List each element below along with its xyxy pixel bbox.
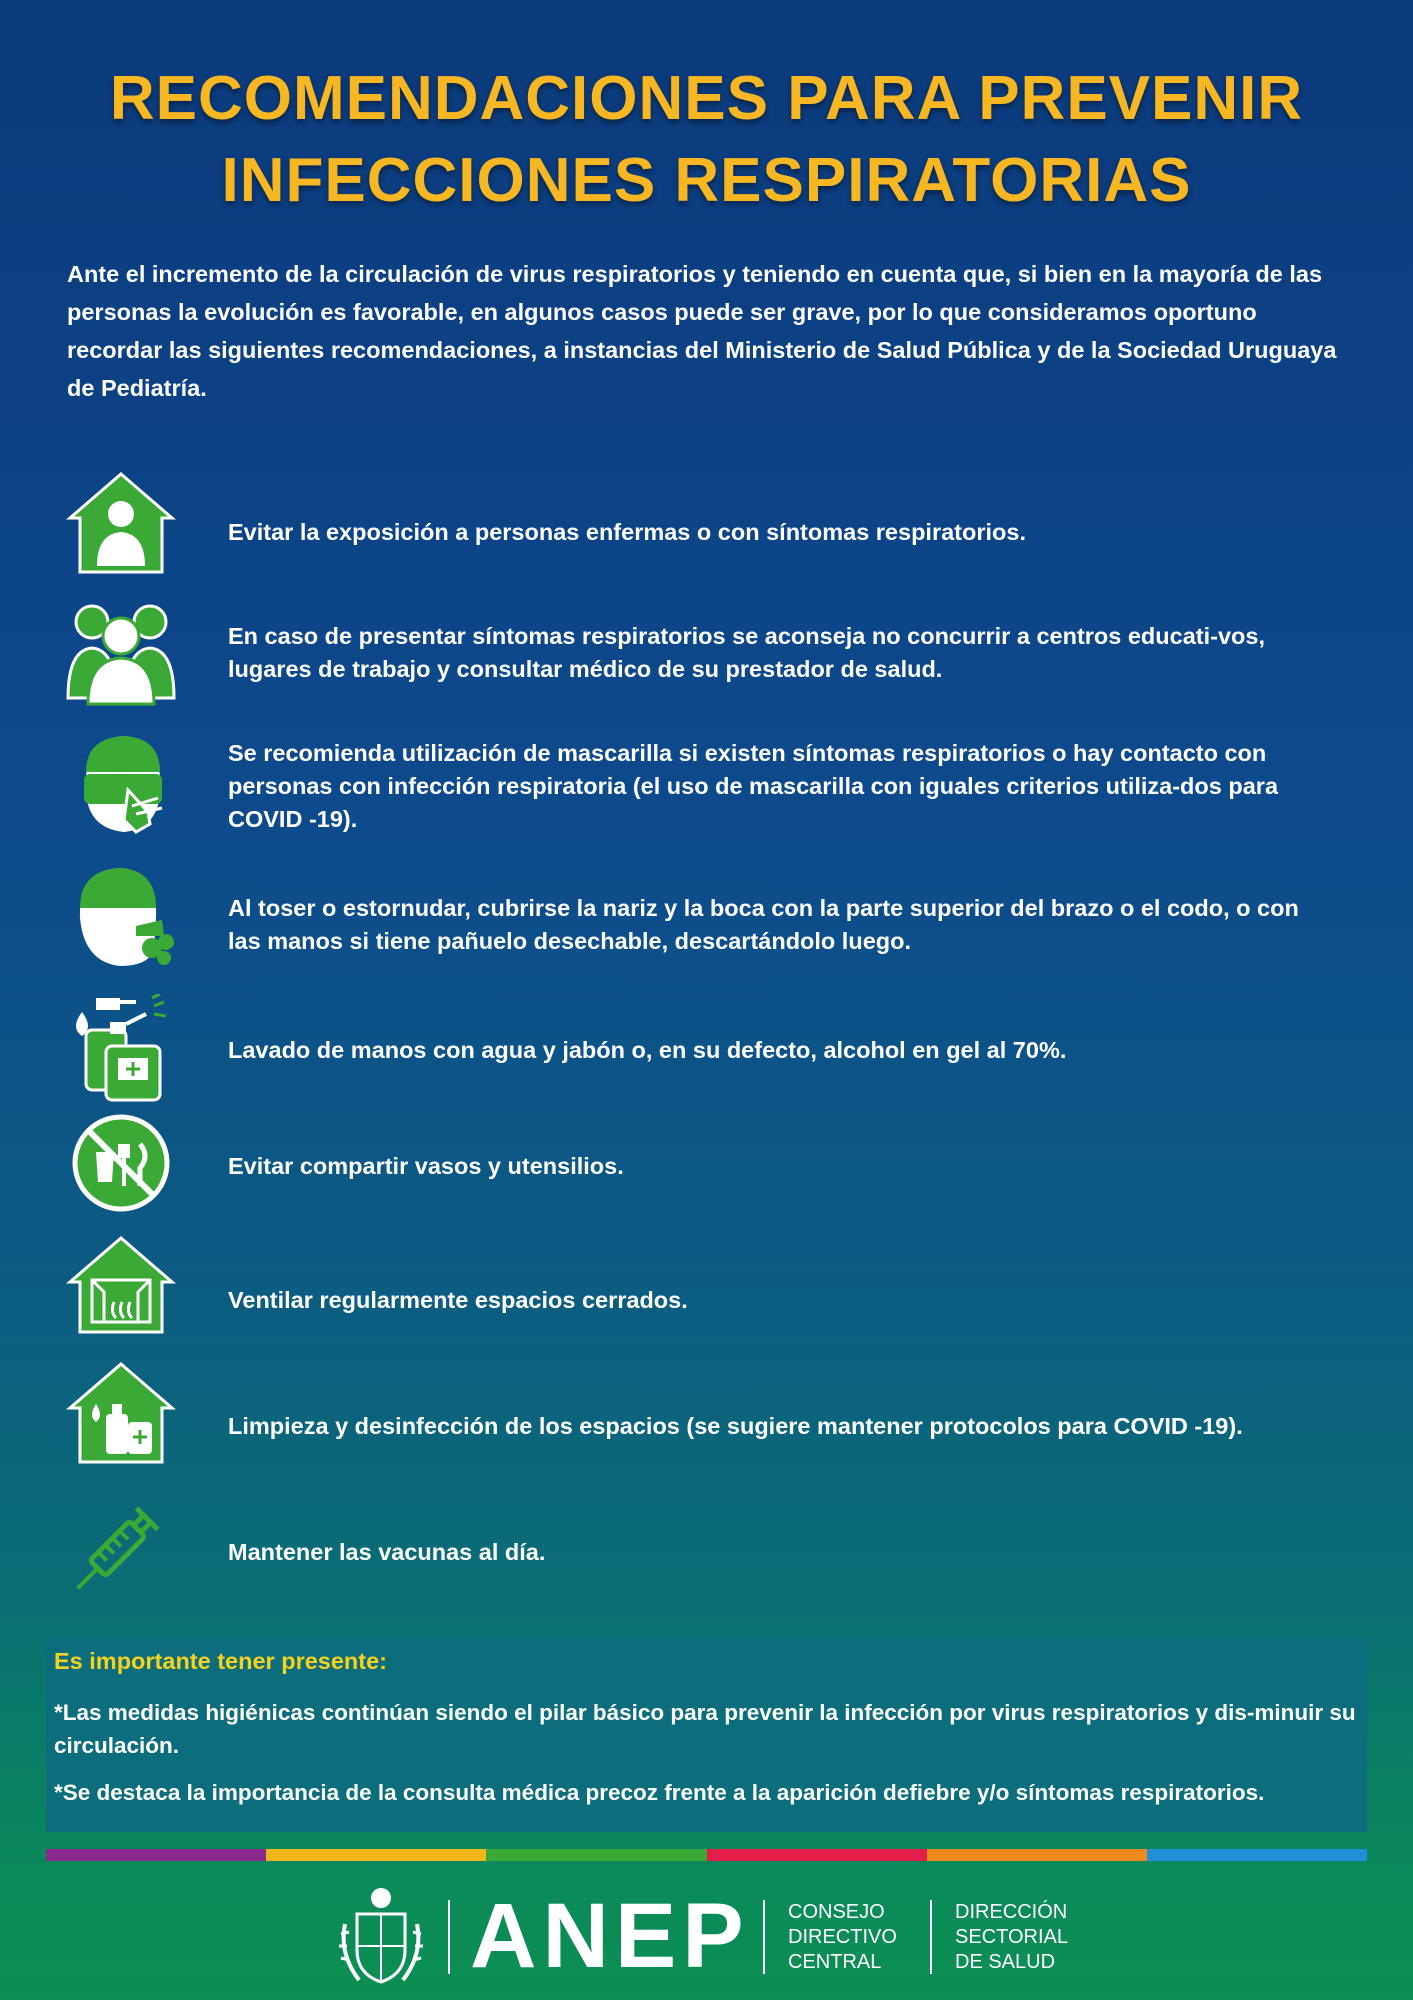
title-line-2: INFECCIONES RESPIRATORIAS — [221, 146, 1192, 215]
recommendation-1: Evitar la exposición a personas enfermas o con síntomas respiratorios. — [228, 518, 1026, 545]
stripe-purple — [46, 1849, 266, 1861]
ventilation-house-icon — [66, 1232, 176, 1342]
footer-divider-2 — [763, 1900, 765, 1974]
org1-line-3: CENTRAL — [788, 1951, 882, 1973]
recommendation-6: Evitar compartir vasos y utensilios. — [228, 1152, 624, 1179]
important-note-1: *Las medidas higiénicas continúan siendo el pilar básico para prevenir la infección por virus respiratorios y dis-minuir su circulación. — [54, 1700, 1356, 1758]
org-direccion-sectorial-de-salud — [955, 1900, 1068, 1975]
stripe-blue — [1147, 1849, 1367, 1861]
org1-line-2: DIRECTIVO — [788, 1926, 897, 1948]
sneeze-icon — [66, 862, 176, 972]
org2-line-1: DIRECCIÓN — [955, 1901, 1068, 1923]
page-title — [0, 58, 1413, 222]
hand-sanitizer-icon — [66, 994, 176, 1104]
stripe-orange — [927, 1849, 1147, 1861]
org1-line-1: CONSEJO — [788, 1901, 885, 1923]
people-group-icon — [66, 598, 176, 708]
face-mask-icon — [66, 728, 176, 838]
cleaning-house-icon — [66, 1358, 176, 1468]
footer — [0, 1870, 1413, 2000]
recommendation-3: Se recomienda utilización de mascarilla si existen síntomas respiratorios o hay contacto con personas con infección respiratoria (el uso de mascarilla con iguales criterios utiliza-dos para COVID -19). — [228, 739, 1279, 832]
stripe-green — [486, 1849, 706, 1861]
house-person-icon — [66, 468, 176, 578]
org2-line-2: SECTORIAL — [955, 1926, 1068, 1948]
footer-divider-3 — [930, 1900, 932, 1974]
no-sharing-utensils-icon — [66, 1108, 176, 1218]
uruguay-coat-of-arms-icon — [335, 1884, 427, 1988]
org2-line-3: DE SALUD — [955, 1951, 1056, 1973]
stripe-yellow — [266, 1849, 486, 1861]
recommendation-4: Al toser o estornudar, cubrirse la nariz y la boca con la parte superior del brazo o el codo, o con las manos si tiene pañuelo desechable, descartándolo luego. — [228, 895, 1299, 954]
anep-logo: ANEP — [470, 1885, 750, 1987]
intro-paragraph: Ante el incremento de la circulación de virus respiratorios y teniendo en cuenta que, si bien en la mayoría de las personas la evolución es favorable, en algunos casos puede ser grave, por lo que consideramos oportuno recordar las siguientes recomendaciones, a instancias del Ministerio de Salud Pública y de la Sociedad Uruguaya de Pediatría. — [67, 261, 1337, 401]
color-stripe-bar — [46, 1849, 1367, 1861]
stripe-red — [707, 1849, 927, 1861]
important-notes-title: Es importante tener presente: — [54, 1648, 388, 1674]
title-line-1: RECOMENDACIONES PARA PREVENIR — [109, 64, 1304, 133]
footer-divider-1 — [448, 1900, 450, 1974]
recommendation-9: Mantener las vacunas al día. — [228, 1538, 546, 1565]
recommendation-8: Limpieza y desinfección de los espacios (se sugiere mantener protocolos para COVID -19). — [228, 1412, 1243, 1439]
org-consejo-directivo-central — [788, 1900, 897, 1975]
recommendation-2: En caso de presentar síntomas respiratorios se aconseja no concurrir a centros educati-vos, lugares de trabajo y consultar médico de su prestador de salud. — [228, 623, 1265, 682]
syringe-icon — [66, 1490, 176, 1600]
recommendation-7: Ventilar regularmente espacios cerrados. — [228, 1286, 688, 1313]
important-note-2: *Se destaca la importancia de la consulta médica precoz frente a la aparición defiebre y/o síntomas respiratorios. — [54, 1780, 1265, 1805]
recommendation-5: Lavado de manos con agua y jabón o, en su defecto, alcohol en gel al 70%. — [228, 1036, 1067, 1063]
